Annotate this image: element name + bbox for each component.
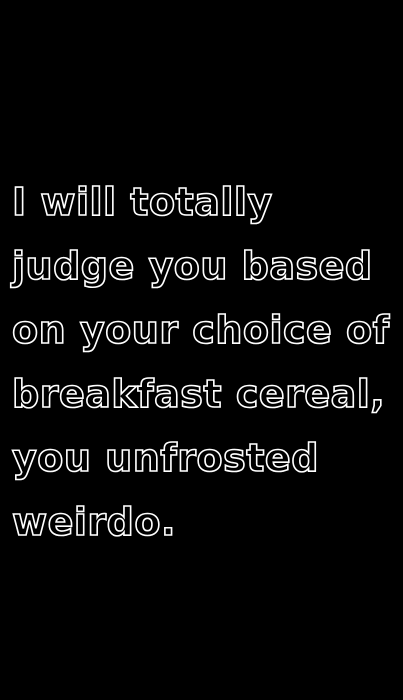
quote-text [12, 170, 392, 554]
quote-line-4: breakfast cereal, [12, 372, 386, 416]
quote-line-2: judge you based [12, 244, 373, 288]
quote-line-1: I will totally [12, 180, 273, 224]
quote-line-6: weirdo. [12, 500, 176, 544]
quote-line-3: on your choice of [12, 308, 390, 352]
quote-line-5: you unfrosted [12, 436, 319, 480]
